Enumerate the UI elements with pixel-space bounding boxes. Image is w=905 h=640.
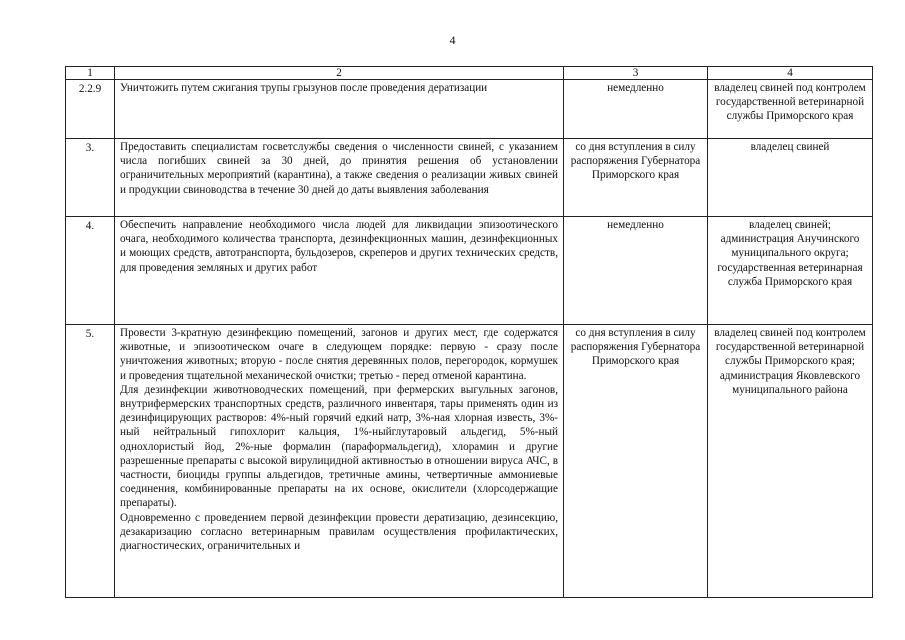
responsible-cell: владелец свиней; администрация Анучинского муниципального округа; государственная ветеринарная служба Приморского края (708, 217, 873, 325)
row-number: 5. (66, 325, 115, 598)
column-header: 2 (115, 67, 564, 80)
column-header: 1 (66, 67, 115, 80)
table-header-row (66, 67, 873, 80)
deadline-cell: со дня вступления в силу распоряжения Губернатора Приморского края (564, 139, 708, 217)
measure-description (115, 217, 564, 325)
table-row (66, 325, 873, 598)
table-row (66, 80, 873, 139)
row-number: 4. (66, 217, 115, 325)
measure-description (115, 80, 564, 139)
table-row (66, 217, 873, 325)
row-number: 3. (66, 139, 115, 217)
column-header: 4 (708, 67, 873, 80)
responsible-cell: владелец свиней под контролем государственной ветеринарной службы Приморского края; администрация Яковлевского муниципального района (708, 325, 873, 598)
responsible-cell: владелец свиней под контролем государственной ветеринарной службы Приморского края (708, 80, 873, 139)
row-number: 2.2.9 (66, 80, 115, 139)
page-number: 4 (449, 33, 456, 47)
deadline-cell: немедленно (564, 80, 708, 139)
measure-description (115, 325, 564, 598)
table-row (66, 139, 873, 217)
description-paragraph: Для дезинфекции животноводческих помещений, при фермерских выгульных загонов, внутрифермерских транспортных средств, различного инвентаря, тары применять один из дезинфицирующих растворов: 4%-ный горячий едкий натр, 3%-ная хлорная известь, 3%-ный нейтральный гипохлорит кальция, 1%-ныйглутаровый альдегид, 5%-ный однохлористый йод, 2%-ные формалин (параформальдегид), хлорамин и другие разрешенные препараты с высокой вирулицидной активностью в отношении вируса АЧС, в частности, биоциды группы альдегидов, третичные амины, четвертичные аммониевые соединения, комбинированные препараты на их основе, окислители (хлорсодержащие препараты). (120, 383, 558, 510)
description-paragraph: Обеспечить направление необходимого числа людей для ликвидации эпизоотического очага, необходимого количества транспорта, дезинфекционных машин, дезинфекционных и моющих средств, автотранспорта, бульдозеров, скреперов и других технических средств, для проведения земляных и других работ (120, 219, 558, 274)
measure-description (115, 139, 564, 217)
description-paragraph: Предоставить специалистам госветслужбы сведения о численности свиней, с указанием числа погибших свиней за 30 дней, до принятия решения об установлении ограничительных мероприятий (карантина), а также сведения о реализации живых свиней и продукции свиноводства в течение 30 дней до даты выявления заболевания (120, 141, 558, 196)
description-paragraph: Одновременно с проведением первой дезинфекции провести дератизацию, дезинсекцию, дезакаризацию согласно ветеринарным правилам осуществления профилактических, диагностических, ограничительных и (120, 511, 558, 553)
description-paragraph: Провести 3-кратную дезинфекцию помещений, загонов и других мест, где содержатся животные, и эпизоотическом очаге в следующем порядке: первую - сразу после уничтожения животных; вторую - после снятия деревянных полов, перегородок, кормушек и проведения тщательной механической очистки; третью - перед отменой карантина. (120, 327, 558, 382)
column-header: 3 (564, 67, 708, 80)
responsible-cell: владелец свиней (708, 139, 873, 217)
deadline-cell: со дня вступления в силу распоряжения Губернатора Приморского края (564, 325, 708, 598)
measures-table (65, 66, 873, 598)
deadline-cell: немедленно (564, 217, 708, 325)
description-paragraph: Уничтожить путем сжигания трупы грызунов после проведения дератизации (120, 82, 488, 94)
